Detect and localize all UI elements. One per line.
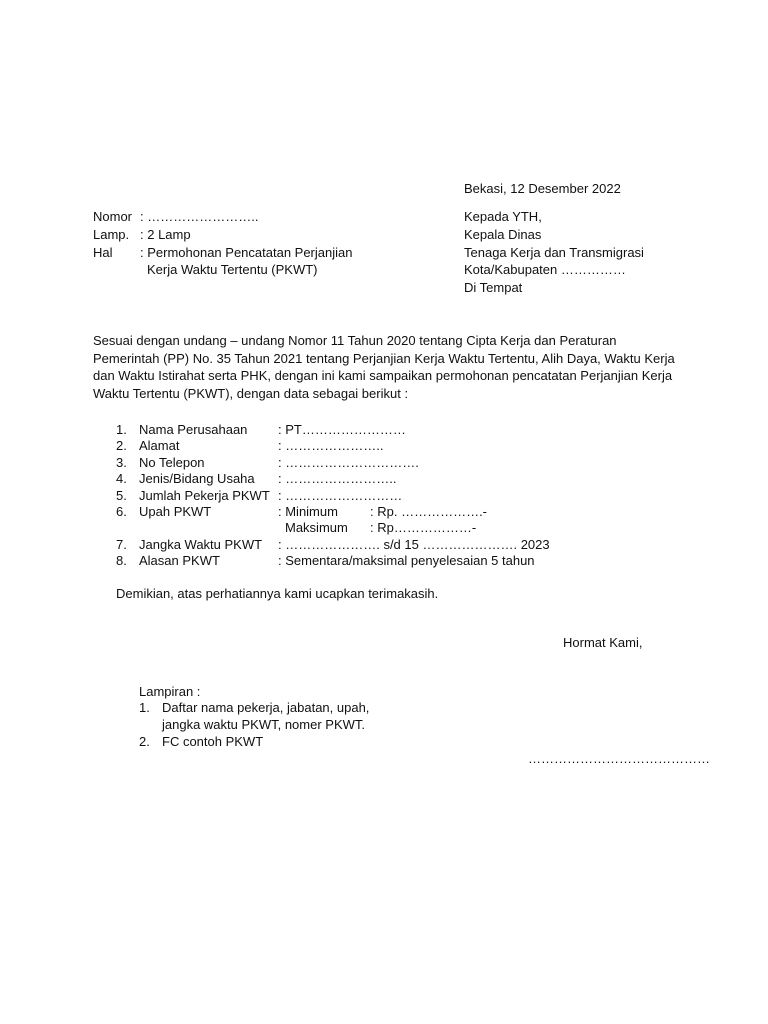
item-num: 8. <box>116 553 127 568</box>
recipient-line3: Tenaga Kerja dan Transmigrasi <box>464 245 644 260</box>
item-label: Jenis/Bidang Usaha <box>139 471 255 486</box>
item-label: Upah PKWT <box>139 504 212 519</box>
item-num: 5. <box>116 488 127 503</box>
hal-value-line1: : Permohonan Pencatatan Perjanjian <box>140 245 353 260</box>
item-value: : ……………………… <box>278 488 403 503</box>
item-value: : PT…………………… <box>278 422 406 437</box>
lamp-label: Lamp. <box>93 227 130 242</box>
item-label: Alamat <box>139 438 180 453</box>
attachment-num: 1. <box>139 700 150 715</box>
item-label: Alasan PKWT <box>139 553 220 568</box>
recipient-line2: Kepala Dinas <box>464 227 542 242</box>
attachments-title: Lampiran : <box>139 684 201 699</box>
intro-line-1: Sesuai dengan undang – undang Nomor 11 Tahun 2020 tentang Cipta Kerja dan Peraturan <box>93 333 617 348</box>
recipient-line4: Kota/Kabupaten …………… <box>464 262 626 277</box>
intro-line-4: Waktu Tertentu (PKWT), dengan data sebagai berikut : <box>93 385 409 401</box>
item-label: No Telepon <box>139 455 205 470</box>
item-num: 7. <box>116 537 127 552</box>
item-label: Jangka Waktu PKWT <box>139 537 263 552</box>
letter-date: Bekasi, 12 Desember 2022 <box>464 181 621 196</box>
attachment-num: 2. <box>139 734 150 749</box>
item-value: : …………………………. <box>278 455 419 470</box>
intro-line-2: Pemerintah (PP) No. 35 Tahun 2021 tentang Perjanjian Kerja Waktu Tertentu, Alih Daya, Waktu Kerja <box>93 350 675 366</box>
recipient-line1: Kepada YTH, <box>464 209 542 224</box>
intro-line-3: dan Waktu Istirahat serta PHK, dengan ini kami sampaikan permohonan pencatatan Perjanjian Kerja <box>93 368 673 383</box>
closing-text: Demikian, atas perhatiannya kami ucapkan terimakasih. <box>116 586 439 601</box>
item-num: 2. <box>116 438 127 453</box>
item-value: : …………………….. <box>278 471 397 486</box>
attachment-item-2-line1: FC contoh PKWT <box>162 734 264 749</box>
lamp-value: : 2 Lamp <box>140 227 191 242</box>
nomor-value: : …………………….. <box>140 209 259 224</box>
nomor-label: Nomor <box>93 209 133 224</box>
item-value: : Minimum <box>278 504 338 519</box>
item-label: Jumlah Pekerja PKWT <box>139 488 270 503</box>
attachment-item-1-line1: Daftar nama pekerja, jabatan, upah, <box>162 700 370 715</box>
intro-paragraph <box>93 332 683 402</box>
item-num: 3. <box>116 455 127 470</box>
item-value: : Sementara/maksimal penyelesaian 5 tahun <box>278 553 535 568</box>
item-num: 1. <box>116 422 127 437</box>
regards-text: Hormat Kami, <box>563 635 643 650</box>
recipient-line5: Di Tempat <box>464 280 523 295</box>
attachment-item-1-line2: jangka waktu PKWT, nomer PKWT. <box>162 717 366 732</box>
item-value-extra: : Rp………………- <box>370 520 477 535</box>
item-value: : …………………. s/d 15 …………………. 2023 <box>278 537 550 552</box>
hal-value-line2: Kerja Waktu Tertentu (PKWT) <box>147 262 318 277</box>
item-num: 4. <box>116 471 127 486</box>
item-label: Nama Perusahaan <box>139 422 248 437</box>
signature-placeholder: …………………………………… <box>528 751 710 766</box>
item-value: Maksimum <box>285 520 348 535</box>
item-value-extra: : Rp. ……………….- <box>370 504 488 519</box>
item-num: 6. <box>116 504 127 519</box>
item-value: : ………………….. <box>278 438 384 453</box>
hal-label: Hal <box>93 245 113 260</box>
